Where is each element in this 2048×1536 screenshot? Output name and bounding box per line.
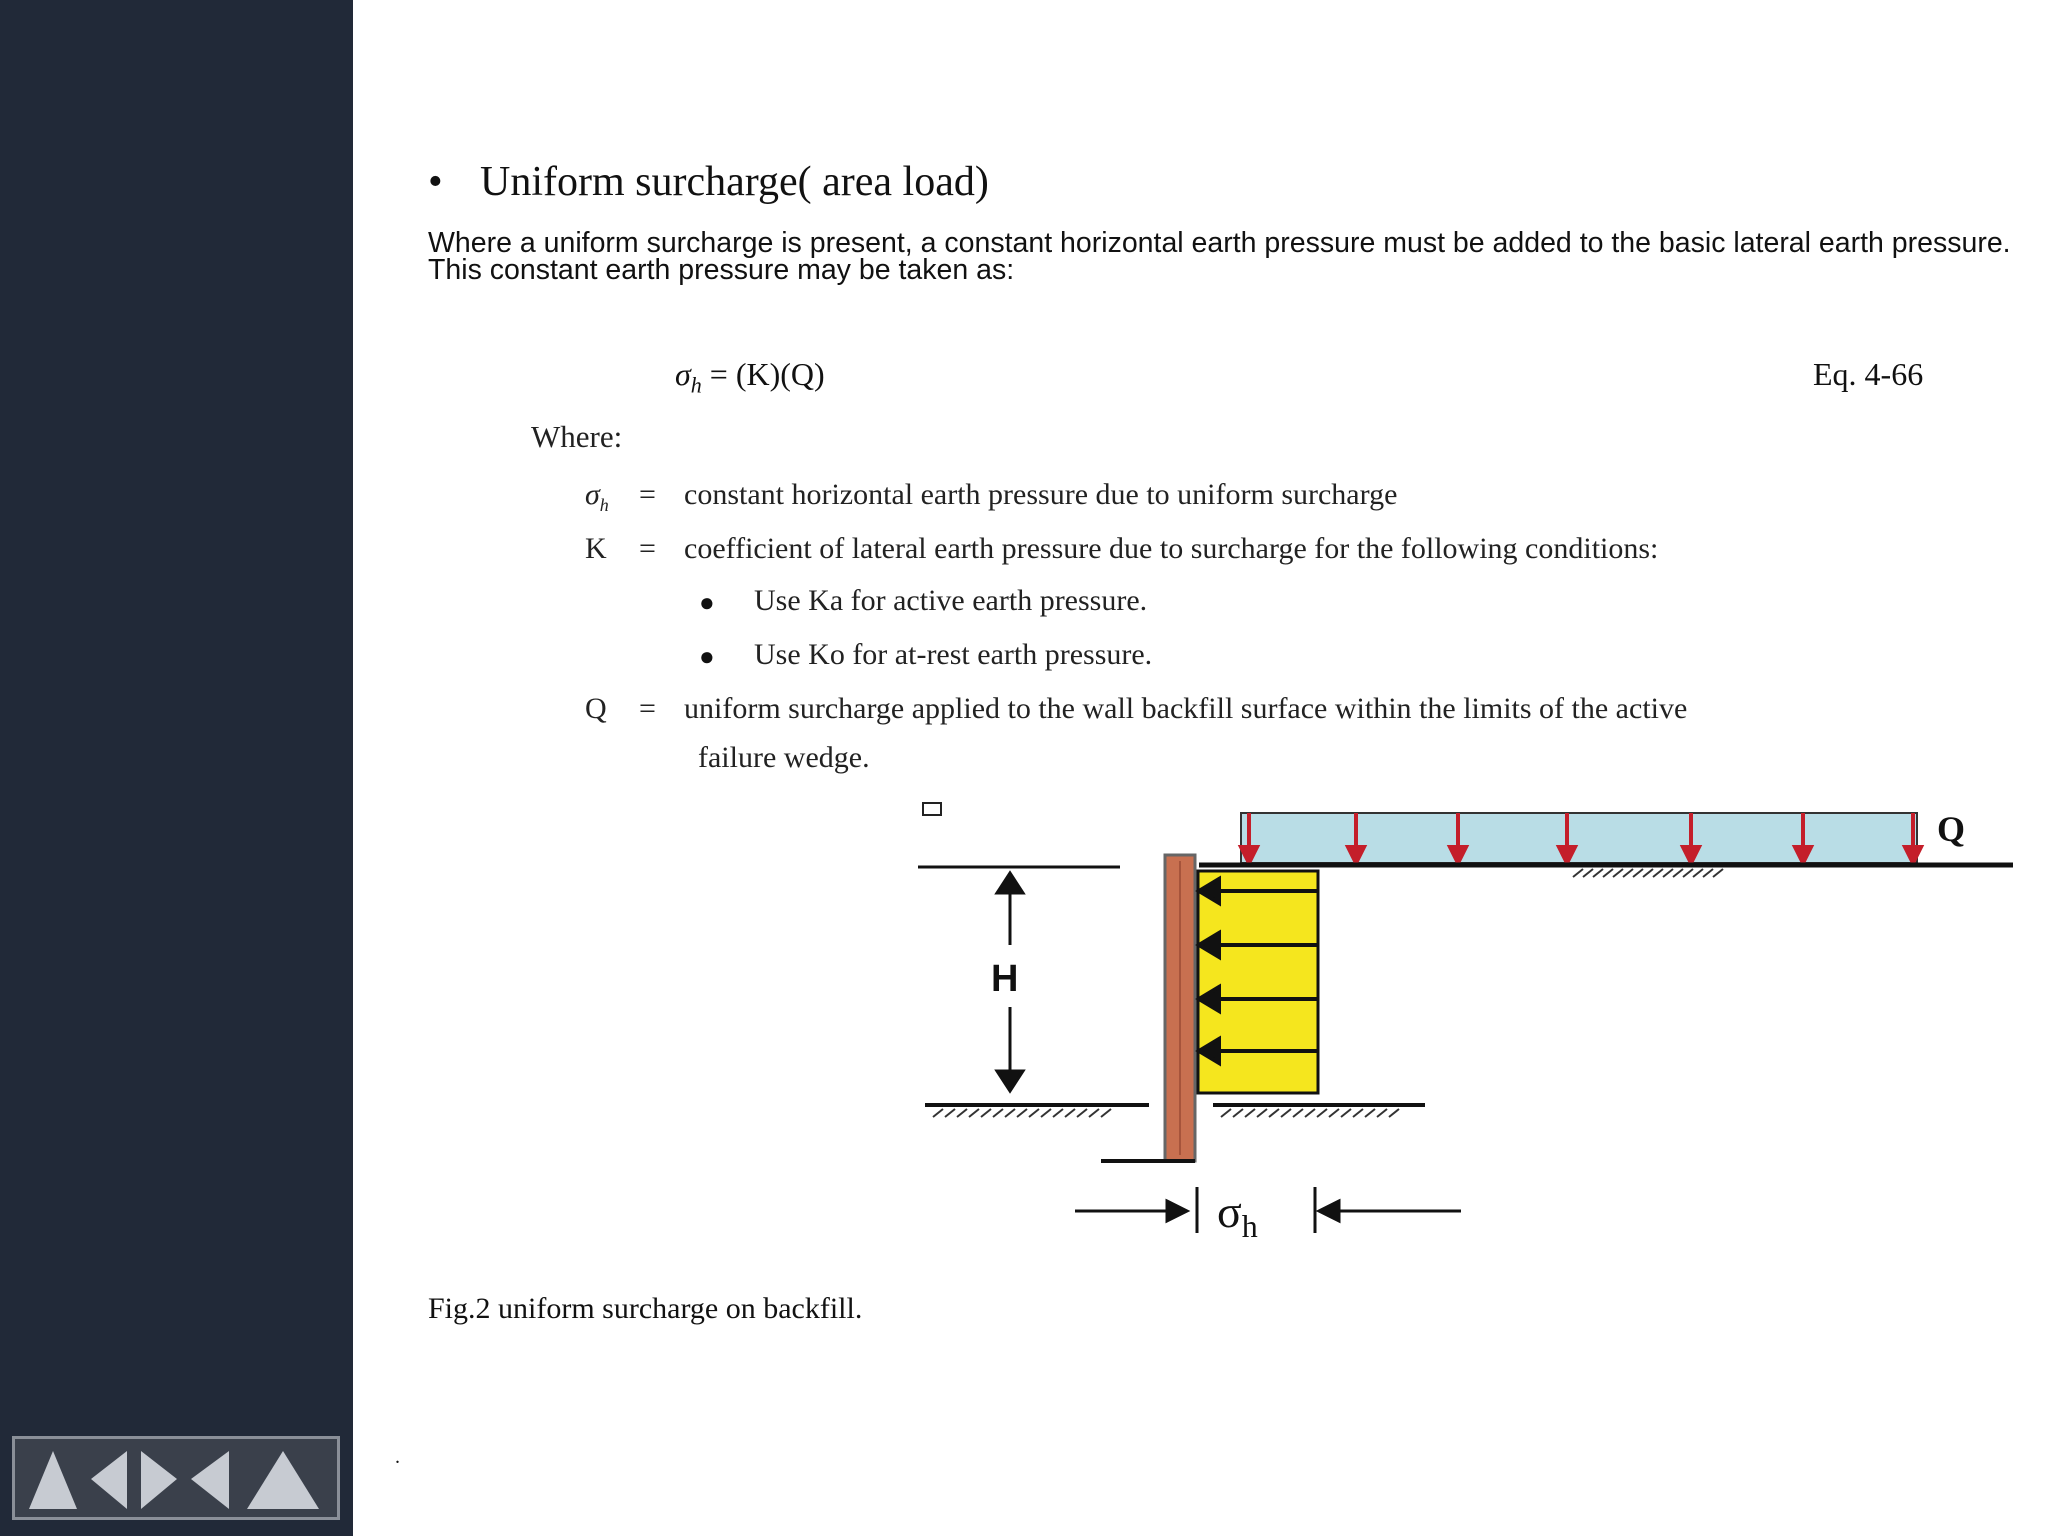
q-definition-cont: failure wedge. xyxy=(698,741,870,774)
logo-triangle-4 xyxy=(191,1451,229,1509)
sigma-definition: constant horizontal earth pressure due to uniform surcharge xyxy=(684,478,1398,511)
logo-triangle-2 xyxy=(91,1451,127,1509)
k-equals: = xyxy=(639,532,656,565)
k-bullet-2-dot: ● xyxy=(699,642,715,671)
pressure-dimension xyxy=(1075,1187,1461,1233)
title-text: Uniform surcharge( area load) xyxy=(480,159,989,205)
k-symbol: K xyxy=(585,532,607,565)
backfill-hatch xyxy=(1573,869,1723,877)
pressure-sub: h xyxy=(1241,1208,1258,1244)
logo xyxy=(12,1436,340,1520)
surcharge-diagram xyxy=(553,795,2033,1255)
k-definition: coefficient of lateral earth pressure due to surcharge for the following conditions: xyxy=(684,532,1659,565)
k-bullet-1: Use Ka for active earth pressure. xyxy=(754,584,1148,617)
sigma-equals: = xyxy=(639,478,656,511)
main-equation xyxy=(675,356,825,398)
where-label: Where: xyxy=(531,419,623,454)
small-square-icon xyxy=(923,803,941,815)
k-bullet-1-dot: ● xyxy=(699,588,715,617)
surcharge-load-block xyxy=(1241,813,1917,863)
k-bullet-2: Use Ko for at-rest earth pressure. xyxy=(754,638,1153,671)
logo-triangle-5 xyxy=(247,1451,319,1509)
sigma-symbol: $\sigma_h$ xyxy=(585,478,609,515)
height-label-h: H xyxy=(991,958,1019,1000)
pressure-sigma: σ xyxy=(1217,1186,1242,1237)
intro-paragraph: Where a uniform surcharge is present, a constant horizontal earth pressure must be added to the basic lateral earth pressure. This constant earth pressure may be taken as: xyxy=(428,227,2011,286)
figure-caption: Fig.2 uniform surcharge on backfill. xyxy=(428,1292,863,1325)
equation-rhs: = (K)(Q) xyxy=(709,356,825,392)
sidebar xyxy=(0,0,353,1536)
pressure-label-sigma xyxy=(1217,1186,1258,1244)
slide-content xyxy=(353,0,2048,1536)
q-definition: uniform surcharge applied to the wall backfill surface within the limits of the active xyxy=(684,692,1688,725)
q-equals: = xyxy=(639,692,656,725)
equation-sigma: σ xyxy=(675,356,691,392)
logo-triangle-3 xyxy=(141,1451,177,1509)
load-label-q: Q xyxy=(1937,809,1966,849)
title-bullet: • xyxy=(428,159,443,205)
slide-title xyxy=(428,158,989,206)
q-symbol: Q xyxy=(585,692,607,725)
footer-dot: . xyxy=(395,1446,400,1468)
equation-number: Eq. 4-66 xyxy=(1813,356,1924,392)
logo-triangle-1 xyxy=(29,1451,77,1509)
equation-subscript: h xyxy=(690,372,702,398)
